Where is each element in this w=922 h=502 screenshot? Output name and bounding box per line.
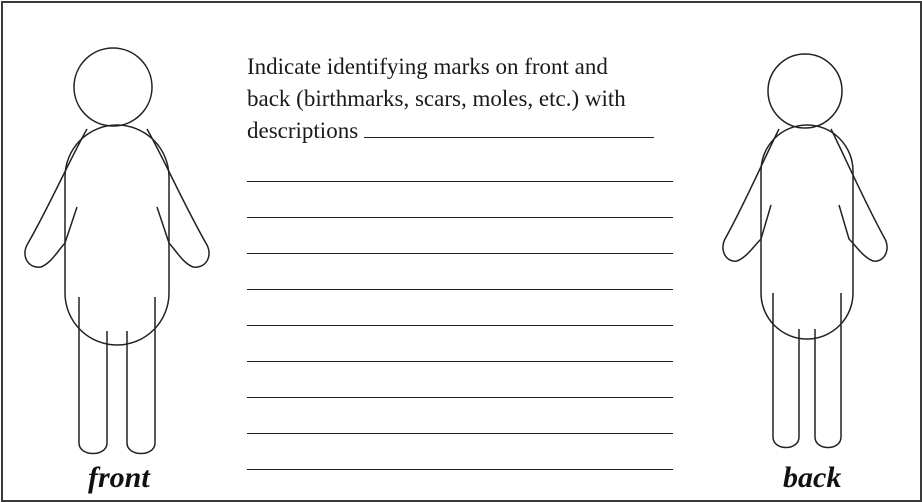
back-right-arm-outline: [831, 129, 887, 261]
back-torso-outline: [761, 125, 853, 339]
description-line-7[interactable]: [247, 397, 673, 398]
description-blank-inline[interactable]: [364, 136, 654, 138]
back-head-outline: [768, 54, 842, 128]
front-left-leg-outline: [79, 297, 107, 454]
back-left-leg-outline: [773, 293, 799, 448]
instructions-line-1: Indicate identifying marks on front and: [247, 54, 608, 79]
identifying-marks-form: [1, 1, 922, 502]
description-line-6[interactable]: [247, 361, 673, 362]
front-right-leg-outline: [127, 297, 155, 454]
front-label: front: [88, 461, 150, 494]
instructions-line-3: [247, 115, 687, 147]
back-label: back: [783, 461, 842, 494]
front-body-diagram[interactable]: [21, 47, 217, 459]
instructions-line-2: back (birthmarks, scars, moles, etc.) with: [247, 86, 626, 111]
description-line-5[interactable]: [247, 325, 673, 326]
back-right-leg-outline: [815, 293, 841, 448]
description-line-4[interactable]: [247, 289, 673, 290]
description-line-3[interactable]: [247, 253, 673, 254]
description-line-2[interactable]: [247, 217, 673, 218]
back-body-diagram[interactable]: [719, 53, 891, 453]
instructions-line-3-text: descriptions: [247, 118, 359, 143]
back-left-arm-outline: [723, 129, 779, 261]
description-line-1[interactable]: [247, 181, 673, 182]
instructions-text: [247, 51, 687, 147]
front-left-arm-outline: [25, 129, 87, 267]
front-right-arm-outline: [147, 129, 209, 267]
front-head-outline: [74, 48, 152, 126]
front-torso-outline: [65, 125, 169, 345]
description-line-8[interactable]: [247, 433, 673, 434]
description-line-9[interactable]: [247, 469, 673, 470]
